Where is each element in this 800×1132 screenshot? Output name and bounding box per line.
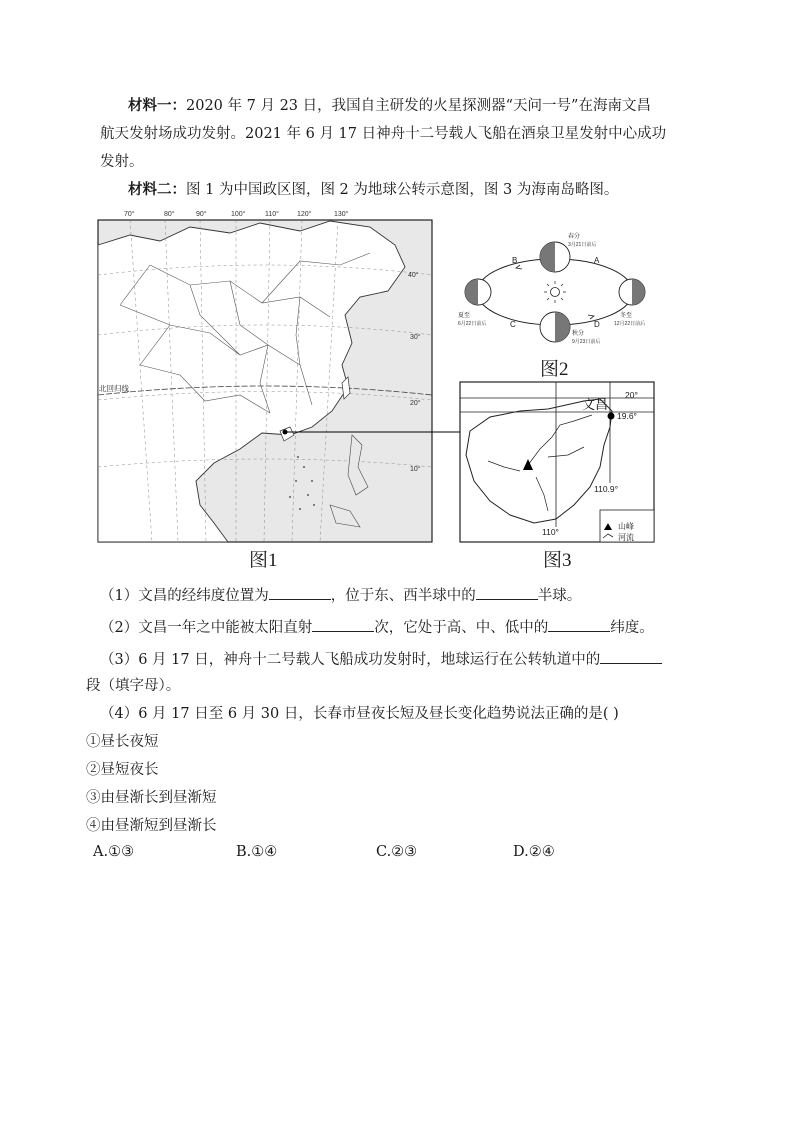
material-1-label: 材料一： (128, 97, 186, 114)
earth-night-shade (465, 279, 478, 305)
lon-1109-label: 110.9° (594, 484, 619, 494)
earth-night-shade (540, 242, 555, 272)
lon-label: 120° (297, 211, 312, 218)
q2-text-c: 纬度。 (610, 620, 654, 636)
earth-night-shade (632, 279, 645, 305)
arrow-icon (516, 265, 522, 269)
wenchang-label: 文昌 (582, 397, 609, 412)
lat-label: 30° (410, 334, 421, 341)
segment-label: A (594, 256, 600, 265)
earth-night-shade (555, 312, 570, 342)
q1-text-b: ，位于东、西半球中的 (330, 588, 476, 604)
question-4: （4）6 月 17 日至 6 月 30 日，长春市昼夜长短及昼长变化趋势说法正确的是( ) (100, 706, 619, 722)
lon-110-label: 110° (542, 527, 559, 537)
material-1-line3: 发射。 (100, 154, 144, 170)
answer-blank[interactable] (476, 583, 538, 600)
lat-196-label: 19.6° (617, 411, 637, 421)
option-4: ④由昼渐短到昼渐长 (86, 818, 217, 834)
figure-1-map (98, 210, 460, 542)
qiufen-label: 秋分 (572, 331, 585, 337)
lon-label: 80° (164, 211, 175, 218)
option-3: ③由昼渐长到昼渐短 (86, 790, 217, 806)
dongzhi-label: 冬至 (620, 313, 633, 319)
figure-2-caption: 图2 (540, 359, 569, 380)
question-1 (100, 582, 710, 610)
segment-label: C (510, 320, 516, 329)
question-2 (100, 614, 710, 642)
arrow-icon (588, 315, 594, 319)
material-1-line1: 2020 年 7 月 23 日，我国自主研发的火星探测器“天问一号”在海南文昌 (186, 98, 651, 114)
q2-text-b: 次，它处于高、中、低中的 (374, 620, 549, 636)
lon-label: 130° (334, 211, 349, 218)
chunfen-date: 3月21日前后 (568, 242, 597, 248)
q1-text-a: （1）文昌的经纬度位置为 (100, 588, 269, 604)
answer-blank[interactable] (312, 615, 374, 632)
figures-panel (0, 205, 800, 565)
sun-icon (551, 288, 560, 297)
q2-text-a: （2）文昌一年之中能被太阳直射 (100, 620, 313, 636)
choice-b[interactable]: B.①④ (236, 844, 278, 860)
figure-3-caption: 图3 (543, 550, 572, 571)
figure-3-hainan (460, 382, 654, 542)
xiazhi-date: 6月22日前后 (458, 321, 487, 327)
material-1 (100, 92, 700, 120)
figure-2-orbit (458, 232, 645, 345)
segment-label: D (594, 320, 600, 329)
material-2 (100, 176, 700, 204)
qiufen-date: 9月23日前后 (572, 339, 601, 345)
material-1-line2: 航天发射场成功发射。2021 年 6 月 17 日神舟十二号载人飞船在酒泉卫星发射中心成功 (100, 126, 667, 142)
chunfen-label: 春分 (568, 234, 581, 240)
question-3 (100, 646, 710, 674)
q3-text-a: （3）6 月 17 日，神舟十二号载人飞船成功发射时，地球运行在公转轨道中的 (100, 652, 601, 668)
question-3-cont: 段（填字母）。 (86, 678, 181, 694)
lat-label: 20° (410, 400, 421, 407)
choice-a[interactable]: A.①③ (93, 844, 135, 860)
figure-1-caption: 图1 (249, 550, 278, 571)
legend-peak-label: 山峰 (618, 522, 634, 531)
answer-blank[interactable] (600, 647, 662, 664)
answer-blank[interactable] (269, 583, 331, 600)
option-1: ①昼长夜短 (86, 734, 159, 750)
lat-label: 40° (408, 272, 419, 279)
choice-d[interactable]: D.②④ (513, 844, 555, 860)
xiazhi-label: 夏至 (458, 313, 471, 319)
lon-label: 90° (196, 211, 207, 218)
lon-label: 100° (231, 211, 246, 218)
segment-label: B (512, 256, 518, 265)
answer-blank[interactable] (548, 615, 610, 632)
lon-label: 110° (265, 211, 279, 218)
dongzhi-date: 12月22日前后 (614, 321, 646, 327)
lat-label: 10° (410, 466, 421, 473)
q1-text-c: 半球。 (537, 588, 582, 604)
tropic-label: 北回归线 (99, 384, 129, 393)
option-2: ②昼短夜长 (86, 762, 159, 778)
material-2-text: 图 1 为中国政区图，图 2 为地球公转示意图，图 3 为海南岛略图。 (186, 182, 619, 198)
material-2-label: 材料二： (128, 181, 186, 198)
legend-river-label: 河流 (618, 533, 634, 542)
lon-label: 70° (124, 211, 135, 218)
wenchang-marker (608, 413, 615, 420)
lat-20-label: 20° (625, 390, 638, 400)
choice-c[interactable]: C.②③ (376, 844, 418, 860)
